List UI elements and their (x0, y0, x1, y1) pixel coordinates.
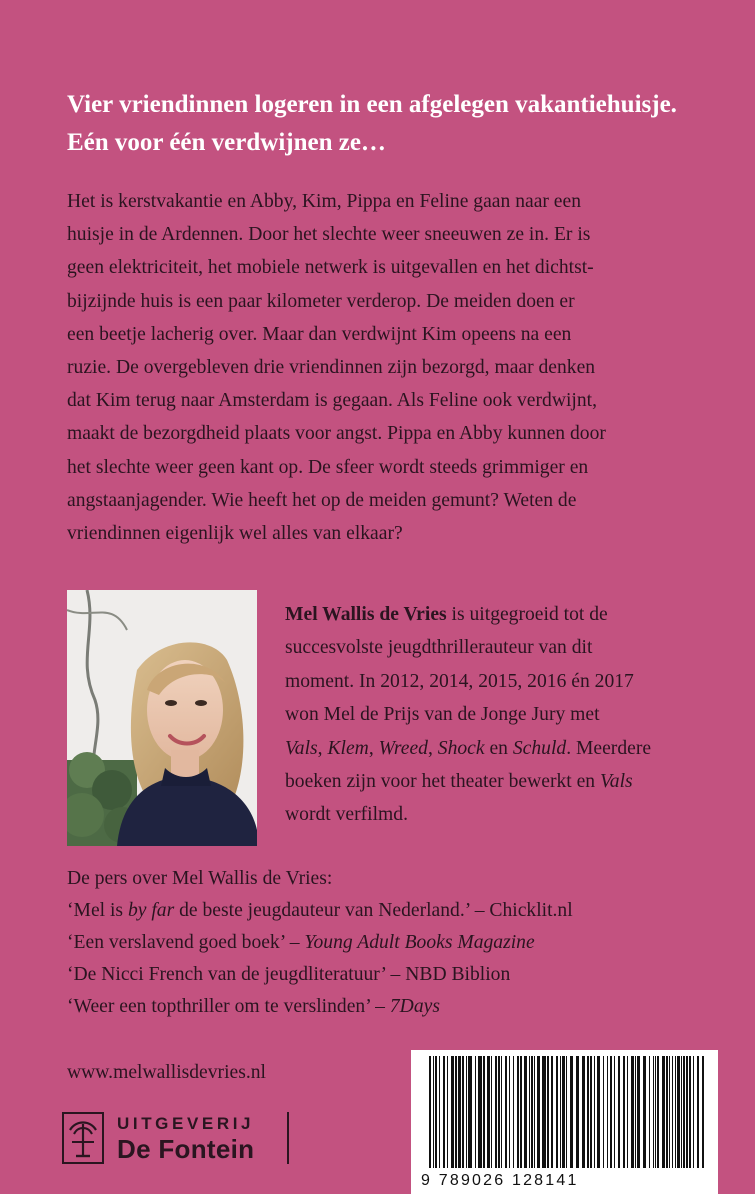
book-title: Shock (437, 737, 485, 759)
barcode-bar (566, 1056, 567, 1168)
barcode-bar (686, 1056, 688, 1168)
barcode-bar (594, 1056, 595, 1168)
barcode-bar (662, 1056, 665, 1168)
blurb-line: bijzijnde huis is een paar kilometer verderop. De meiden doen er (67, 290, 575, 312)
barcode-bar (653, 1056, 654, 1168)
barcode-bar (576, 1056, 579, 1168)
barcode-bar (551, 1056, 553, 1168)
barcode-bar (487, 1056, 490, 1168)
blurb-line: maakt de bezorgdheid plaats voor angst. Pippa en Abby kunnen door (67, 423, 606, 445)
bio-line: succesvolste jeugdthrillerauteur van dit (285, 637, 593, 659)
barcode-bar (677, 1056, 680, 1168)
fountain-icon (62, 1112, 104, 1164)
book-title: Klem (327, 737, 369, 759)
barcode-bar (475, 1056, 476, 1168)
barcode-bar (603, 1056, 604, 1168)
barcode-bar (649, 1056, 650, 1168)
barcode-bar (618, 1056, 620, 1168)
barcode-bar (643, 1056, 646, 1168)
blurb-line: Het is kerstvakantie en Abby, Kim, Pippa en Feline gaan naar een (67, 191, 582, 212)
book-title: Schuld (512, 737, 567, 759)
barcode-bar (529, 1056, 530, 1168)
bio-line: boeken zijn voor het theater bewerkt en Vals (285, 771, 633, 793)
barcode-bar (478, 1056, 482, 1168)
publisher-label: UITGEVERIJ (117, 1114, 255, 1133)
author-bio (285, 598, 715, 832)
barcode-bar (433, 1056, 434, 1168)
barcode-bar (429, 1056, 431, 1168)
barcode-bar (681, 1056, 682, 1168)
barcode-bar (672, 1056, 673, 1168)
press-quotes (67, 863, 717, 1023)
barcode-bar (517, 1056, 519, 1168)
barcode-bar (498, 1056, 500, 1168)
barcode-bar (468, 1056, 472, 1168)
barcode-bar (683, 1056, 685, 1168)
press-quote: ‘Weer een topthriller om te verslinden’ – 7Days (67, 996, 440, 1017)
barcode-bar (443, 1056, 445, 1168)
barcode-bar (537, 1056, 540, 1168)
blurb-line: vriendinnen eigenlijk wel alles van elkaar? (67, 523, 403, 545)
bio-line: won Mel de Prijs van de Jonge Jury met (285, 704, 600, 726)
press-intro: De pers over Mel Wallis de Vries: (67, 868, 333, 889)
barcode-bar (614, 1056, 615, 1168)
blurb (67, 185, 707, 550)
blurb-line: een beetje lacherig over. Maar dan verdwijnt Kim opeens na een (67, 323, 572, 345)
author-name: Mel Wallis de Vries (285, 604, 447, 625)
website-link[interactable]: www.melwallisdevries.nl (67, 1062, 266, 1083)
isbn-number: 9 789026 128141 (421, 1172, 579, 1189)
book-title: Vals (600, 771, 633, 793)
publisher-logo (62, 1112, 292, 1170)
barcode-bar (697, 1056, 699, 1168)
barcode-bar (447, 1056, 448, 1168)
barcode-bar (483, 1056, 485, 1168)
barcode-bar (562, 1056, 565, 1168)
barcode-bar (458, 1056, 461, 1168)
barcode-bar (524, 1056, 527, 1168)
book-title: Wreed (378, 737, 428, 759)
barcode-bar (501, 1056, 502, 1168)
barcode-bar (531, 1056, 533, 1168)
barcode-bar (491, 1056, 492, 1168)
barcode-bar (466, 1056, 467, 1168)
barcode-bar (439, 1056, 440, 1168)
publisher-name: De Fontein (117, 1134, 255, 1164)
barcode-bar (560, 1056, 561, 1168)
barcode-bar (597, 1056, 600, 1168)
blurb-line: geen elektriciteit, het mobiele netwerk is uitgevallen en het dichtst- (67, 257, 594, 279)
barcode-bar (631, 1056, 634, 1168)
barcode-bar (570, 1056, 573, 1168)
barcode-bar (623, 1056, 625, 1168)
bio-line: moment. In 2012, 2014, 2015, 2016 én 2017 (285, 670, 634, 692)
author-photo (67, 590, 257, 846)
book-title: Vals (285, 737, 318, 759)
barcode-bar (675, 1056, 676, 1168)
barcode-bar (455, 1056, 457, 1168)
barcode-bar (509, 1056, 510, 1168)
author-portrait (67, 590, 257, 846)
barcode-bar (666, 1056, 668, 1168)
barcode-bar (462, 1056, 464, 1168)
barcode-bars (411, 1050, 718, 1172)
barcode-bar (534, 1056, 535, 1168)
headline-line-2: Eén voor één verdwijnen ze… (67, 129, 386, 156)
barcode-bar (547, 1056, 549, 1168)
barcode-bar (495, 1056, 497, 1168)
barcode (411, 1050, 718, 1194)
headline-line-1: Vier vriendinnen logeren in een afgelegen vakantiehuisje. (67, 91, 677, 118)
blurb-line: dat Kim terug naar Amsterdam is gegaan. Als Feline ook verdwijnt, (67, 390, 598, 412)
barcode-bar (451, 1056, 454, 1168)
press-quote: ‘Een verslavend goed boek’ – Young Adult Books Magazine (67, 932, 535, 953)
blurb-line: het slechte weer geen kant op. De sfeer wordt steeds grimmiger en (67, 456, 589, 478)
barcode-bar (610, 1056, 612, 1168)
barcode-bar (607, 1056, 608, 1168)
blurb-line: angstaanjagender. Wie heeft het op de meiden gemunt? Weten de (67, 489, 577, 511)
bio-line: wordt verfilmd. (285, 804, 408, 826)
barcode-bar (590, 1056, 592, 1168)
barcode-bar (520, 1056, 522, 1168)
barcode-bar (542, 1056, 546, 1168)
barcode-bar (513, 1056, 514, 1168)
bio-line: Vals, Klem, Wreed, Shock en Schuld. Meerdere (285, 737, 652, 759)
barcode-bar (505, 1056, 507, 1168)
barcode-bar (556, 1056, 558, 1168)
press-quote: ‘Mel is by far de beste jeugdauteur van Nederland.’ – Chicklit.nl (67, 900, 573, 921)
barcode-bar (582, 1056, 585, 1168)
barcode-bar (657, 1056, 659, 1168)
blurb-line: ruzie. De overgebleven drie vriendinnen zijn bezorgd, maar denken (67, 357, 596, 379)
barcode-bar (435, 1056, 437, 1168)
barcode-bar (655, 1056, 656, 1168)
barcode-bar (637, 1056, 640, 1168)
press-quote: ‘De Nicci French van de jeugdliteratuur’ – NBD Biblion (67, 964, 511, 985)
logo-divider (287, 1112, 289, 1164)
barcode-bar (702, 1056, 704, 1168)
barcode-bar (587, 1056, 589, 1168)
barcode-bar (693, 1056, 694, 1168)
blurb-line: huisje in de Ardennen. Door het slechte weer sneeuwen ze in. Er is (67, 224, 591, 246)
barcode-bar (669, 1056, 670, 1168)
headline (67, 86, 717, 162)
barcode-bar (635, 1056, 636, 1168)
bio-line: Mel Wallis de Vries is uitgegroeid tot de (285, 604, 608, 625)
barcode-bar (689, 1056, 691, 1168)
barcode-bar (627, 1056, 628, 1168)
